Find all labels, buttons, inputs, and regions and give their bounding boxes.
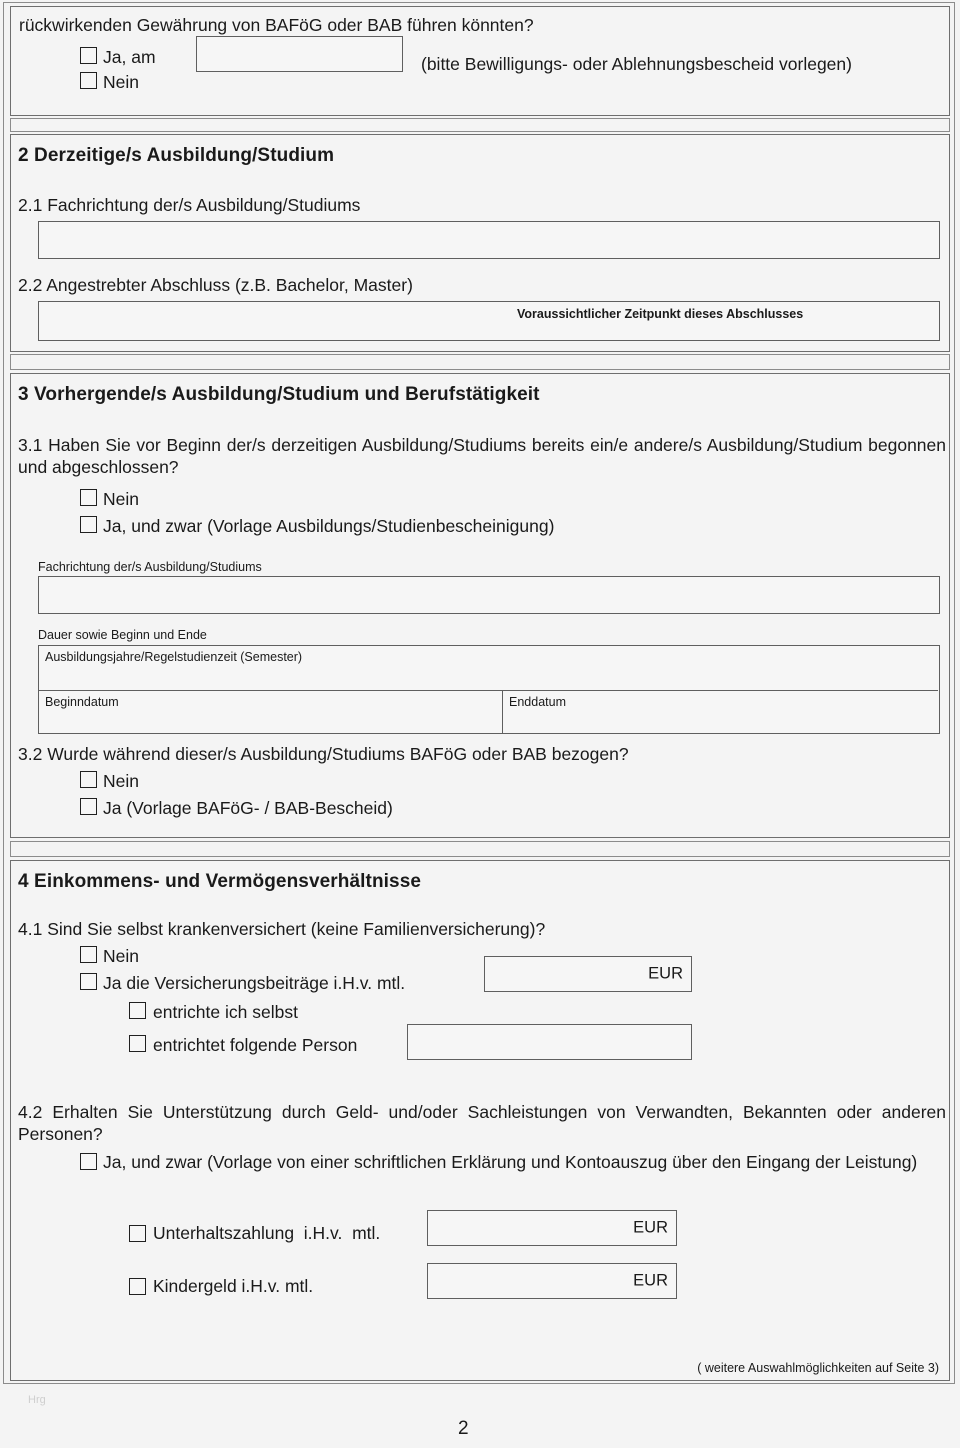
label-kindergeld: Kindergeld i.H.v. mtl.: [153, 1276, 314, 1296]
page-number: 2: [458, 1418, 469, 1439]
input-beginndatum[interactable]: [39, 691, 502, 733]
input-angestrebter-abschluss[interactable]: [38, 301, 940, 341]
faint-watermark-text: Hrg: [28, 1394, 46, 1406]
duration-group-box: [38, 645, 940, 734]
input-entrichtende-person[interactable]: [407, 1024, 692, 1060]
checkbox-entrichtet-folgende-person[interactable]: [129, 1035, 146, 1052]
label-2-2: 2.2 Angestrebter Abschluss (z.B. Bachelor, Master): [18, 275, 413, 295]
section-4-heading: 4 Einkommens- und Vermögensverhältnisse: [18, 871, 422, 892]
input-kindergeld-betrag[interactable]: [427, 1263, 677, 1299]
label-3-2-nein: Nein: [103, 771, 139, 791]
label-3-1-ja: Ja, und zwar (Vorlage Ausbildungs/Studienbescheinigung): [103, 516, 555, 536]
currency-label-unterhaltszahlung: EUR: [633, 1218, 668, 1237]
input-enddatum[interactable]: [503, 691, 938, 733]
spacer-strip-1: [10, 118, 950, 132]
checkbox-4-2-ja[interactable]: [80, 1153, 97, 1170]
spacer-strip-3: [10, 841, 950, 857]
label-dauer-beginn-ende: Dauer sowie Beginn und Ende: [38, 628, 207, 642]
question-3-1-text: 3.1 Haben Sie vor Beginn der/s derzeitigen Ausbildung/Studiums bereits ein/e andere/s Ausbildung/Studium begonnen und abgeschlossen?: [18, 435, 946, 478]
label-unterhaltszahlung: Unterhaltszahlung i.H.v. mtl.: [153, 1223, 381, 1243]
checkbox-3-2-nein[interactable]: [80, 771, 97, 788]
checkbox-entrichte-ich-selbst[interactable]: [129, 1002, 146, 1019]
label-enddatum: Enddatum: [509, 695, 566, 709]
label-3-1-nein: Nein: [103, 489, 139, 509]
label-ja-am: Ja, am: [103, 47, 156, 67]
input-ausbildungsjahre[interactable]: [39, 646, 939, 690]
checkbox-4-1-ja[interactable]: [80, 973, 97, 990]
section-2: [10, 134, 950, 352]
label-beginndatum: Beginndatum: [45, 695, 119, 709]
label-2-1: 2.1 Fachrichtung der/s Ausbildung/Studiums: [18, 195, 361, 215]
section-top-continuation: [10, 6, 950, 116]
checkbox-ja-am[interactable]: [80, 47, 97, 64]
input-versicherungsbeitrag-betrag[interactable]: [484, 956, 692, 992]
section-3-heading: 3 Vorhergende/s Ausbildung/Studium und Berufstätigkeit: [18, 384, 540, 405]
date-input-ja-am[interactable]: [196, 36, 403, 72]
input-fachrichtung-aktuell[interactable]: [38, 221, 940, 259]
label-nein-top: Nein: [103, 72, 139, 92]
input-fachrichtung-vorherige[interactable]: [38, 576, 940, 614]
label-4-1-nein: Nein: [103, 946, 139, 966]
label-4-1-ja: Ja die Versicherungsbeiträge i.H.v. mtl.: [103, 973, 406, 993]
label-entrichte-ich-selbst: entrichte ich selbst: [153, 1002, 298, 1022]
footer-note-weitere-auswahl: ( weitere Auswahlmöglichkeiten auf Seite 3): [697, 1361, 939, 1375]
checkbox-4-1-nein[interactable]: [80, 946, 97, 963]
label-entrichtet-folgende-person: entrichtet folgende Person: [153, 1035, 358, 1055]
checkbox-3-1-nein[interactable]: [80, 489, 97, 506]
section-3: [10, 373, 950, 838]
currency-label-kindergeld: EUR: [633, 1271, 668, 1290]
checkbox-nein-top[interactable]: [80, 72, 97, 89]
checkbox-kindergeld[interactable]: [129, 1278, 146, 1295]
input-unterhaltszahlung-betrag[interactable]: [427, 1210, 677, 1246]
label-3-2-ja: Ja (Vorlage BAFöG- / BAB-Bescheid): [103, 798, 393, 818]
currency-label-versicherungsbeitrag: EUR: [648, 964, 683, 983]
question-4-2-text: 4.2 Erhalten Sie Unterstützung durch Geld- und/oder Sachleistungen von Verwandten, Bekannten oder anderen Personen?: [18, 1102, 946, 1145]
label-voraussichtlicher-zeitpunkt: Voraussichtlicher Zeitpunkt dieses Abschlusses: [517, 307, 804, 321]
section-4: [10, 860, 950, 1381]
checkbox-3-1-ja[interactable]: [80, 516, 97, 533]
question-4-1-text: 4.1 Sind Sie selbst krankenversichert (keine Familienversicherung)?: [18, 919, 546, 939]
checkbox-unterhaltszahlung[interactable]: [129, 1225, 146, 1242]
top-question-text: rückwirkenden Gewährung von BAFöG oder BAB führen könnten?: [19, 15, 534, 35]
checkbox-3-2-ja[interactable]: [80, 798, 97, 815]
label-4-2-ja: Ja, und zwar (Vorlage von einer schriftlichen Erklärung und Kontoauszug über den Eingang der Leistung): [103, 1152, 918, 1172]
label-fachrichtung-vorherige: Fachrichtung der/s Ausbildung/Studiums: [38, 560, 262, 574]
spacer-strip-2: [10, 354, 950, 370]
label-ausbildungsjahre: Ausbildungsjahre/Regelstudienzeit (Semester): [45, 650, 303, 664]
hint-bescheid-vorlegen: (bitte Bewilligungs- oder Ablehnungsbescheid vorlegen): [421, 54, 852, 74]
question-3-2-text: 3.2 Wurde während dieser/s Ausbildung/Studiums BAFöG oder BAB bezogen?: [18, 744, 629, 764]
section-2-heading: 2 Derzeitige/s Ausbildung/Studium: [18, 145, 335, 166]
